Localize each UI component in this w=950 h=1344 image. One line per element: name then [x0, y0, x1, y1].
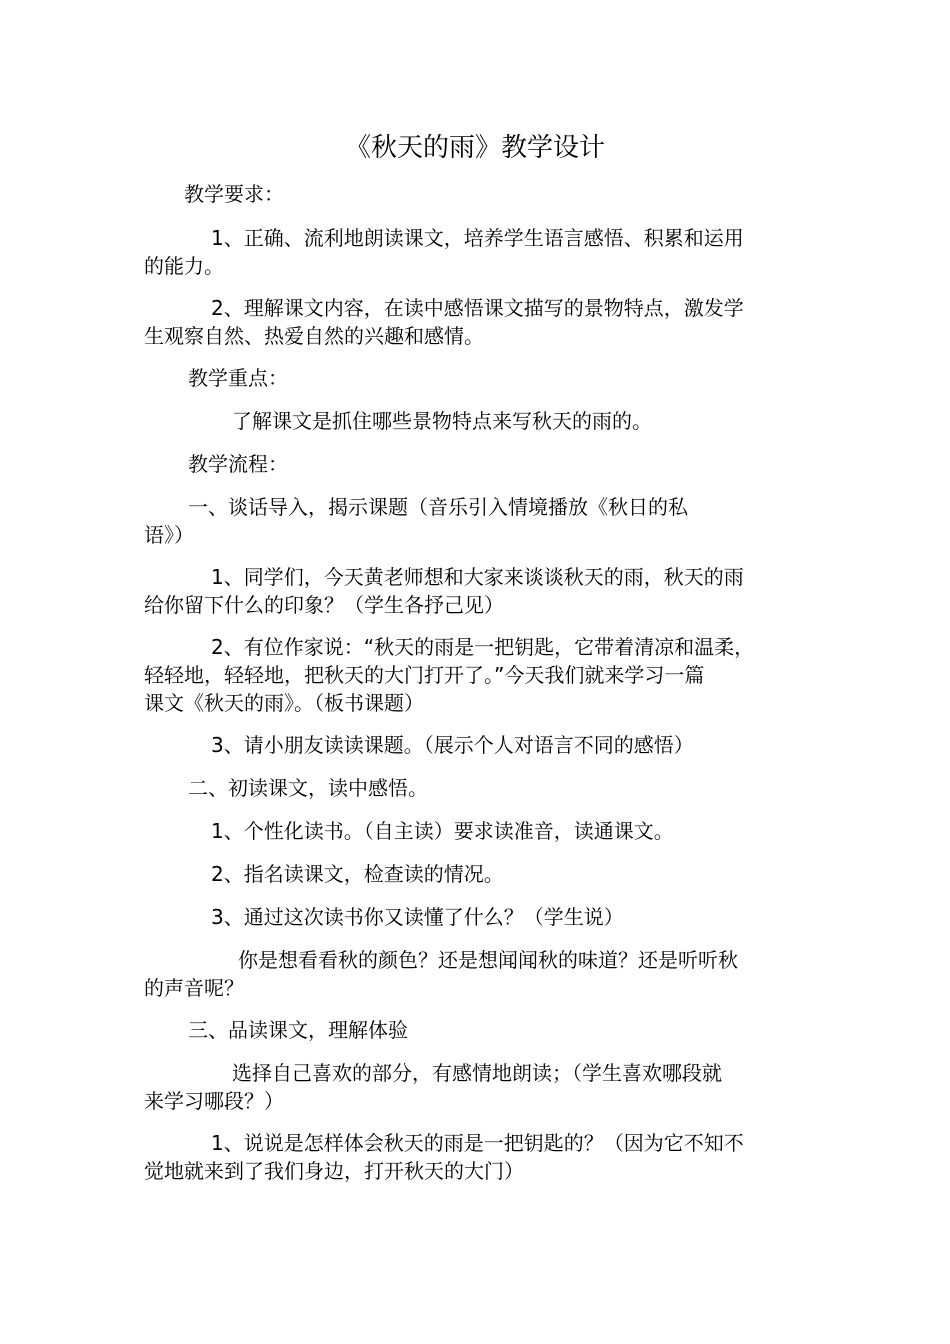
- text-line: 二、初读课文，读中感悟。: [188, 776, 428, 800]
- paragraph-key-point: [144, 407, 816, 435]
- text-line: 轻轻地，轻轻地，把秋天的大门打开了。”今天我们就来学习一篇: [144, 663, 705, 687]
- paragraph-requirement-1: [144, 224, 816, 280]
- paragraph-step-2-1: [144, 817, 816, 845]
- paragraph-step-2-3: [144, 903, 816, 931]
- text-line: 2、有位作家说：“秋天的雨是一把钥匙，它带着清凉和温柔，: [211, 635, 755, 659]
- paragraph-step-3-1: [144, 1129, 816, 1185]
- text-line: 1、同学们，今天黄老师想和大家来谈谈秋天的雨，秋天的雨: [211, 565, 744, 589]
- paragraph-section-1: [144, 493, 816, 549]
- text-line: 1、正确、流利地朗读课文，培养学生语言感悟、积累和运用: [211, 226, 744, 250]
- paragraph-section-3-intro: [144, 1059, 816, 1115]
- paragraph-step-2-question: [144, 946, 816, 1002]
- text-line: 了解课文是抓住哪些景物特点来写秋天的雨的。: [232, 409, 652, 433]
- paragraph-process-heading: [144, 450, 816, 478]
- text-line: 1、个性化读书。（自主读）要求读准音，读通课文。: [211, 819, 674, 843]
- text-line: 生观察自然、热爱自然的兴趣和感情。: [144, 324, 484, 348]
- text-line: 教学重点：: [188, 366, 288, 390]
- text-line: 3、通过这次读书你又读懂了什么？（学生说）: [211, 905, 624, 929]
- paragraph-key-points-heading: [144, 364, 816, 392]
- paragraph-requirements-heading: [144, 180, 816, 208]
- text-line: 课文《秋天的雨》。（板书课题）: [144, 691, 424, 715]
- paragraph-step-1-2: [144, 633, 816, 717]
- text-line: 三、品读课文，理解体验: [188, 1018, 408, 1042]
- paragraph-section-2: [144, 774, 816, 802]
- text-line: 语》）: [144, 523, 194, 547]
- text-line: 3、请小朋友读读课题。（展示个人对语言不同的感悟）: [211, 733, 694, 757]
- text-line: 教学流程：: [188, 452, 288, 476]
- text-line: 来学习哪段？）: [144, 1089, 284, 1113]
- paragraph-section-3: [144, 1016, 816, 1044]
- text-line: 的声音呢？: [144, 976, 244, 1000]
- text-line: 2、理解课文内容，在读中感悟课文描写的景物特点，激发学: [211, 296, 744, 320]
- text-line: 觉地就来到了我们身边，打开秋天的大门）: [144, 1159, 524, 1183]
- paragraph-requirement-2: [144, 294, 816, 350]
- paragraph-step-2-2: [144, 860, 816, 888]
- text-line: 教学要求：: [184, 182, 284, 206]
- text-line: 的能力。: [144, 254, 224, 278]
- text-line: 你是想看看秋的颜色？还是想闻闻秋的味道？还是听听秋: [238, 948, 738, 972]
- text-line: 一、谈话导入，揭示课题（音乐引入情境播放《秋日的私: [188, 495, 688, 519]
- text-line: 选择自己喜欢的部分，有感情地朗读；（学生喜欢哪段就: [232, 1061, 722, 1085]
- document-title: 《秋天的雨》教学设计: [344, 133, 605, 163]
- paragraph-step-1-3: [144, 731, 816, 759]
- text-line: 给你留下什么的印象？（学生各抒己见）: [144, 593, 504, 617]
- text-line: 2、指名读课文，检查读的情况。: [211, 862, 504, 886]
- paragraph-step-1-1: [144, 563, 816, 619]
- text-line: 1、说说是怎样体会秋天的雨是一把钥匙的？（因为它不知不: [211, 1131, 744, 1155]
